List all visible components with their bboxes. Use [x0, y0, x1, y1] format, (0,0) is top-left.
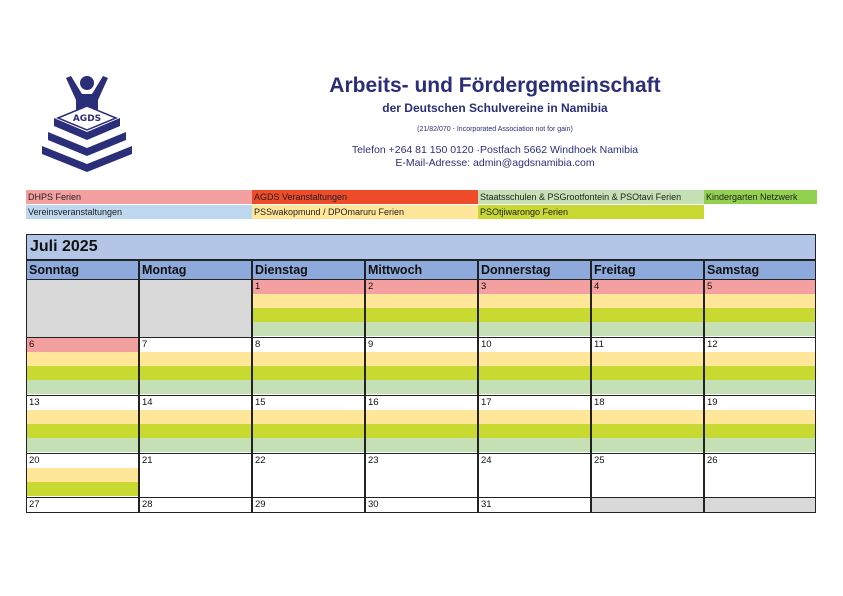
- agds-logo: [40, 74, 134, 174]
- day-cell: [478, 497, 591, 513]
- day-cell: [478, 395, 591, 454]
- day-number: 17: [481, 397, 492, 408]
- holiday-band: [253, 322, 364, 336]
- day-number: 30: [368, 499, 379, 510]
- day-number: 31: [481, 499, 492, 510]
- day-number: 1: [255, 281, 261, 292]
- holiday-band: [140, 380, 251, 394]
- holiday-band: [140, 438, 251, 452]
- day-cell: [365, 497, 478, 513]
- holiday-band: [705, 410, 815, 424]
- legend-kindergarten: Kindergarten Netzwerk: [704, 190, 817, 204]
- holiday-band: [479, 352, 590, 366]
- weekday-montag: Montag: [139, 260, 252, 280]
- weekday-header-row: [26, 260, 816, 280]
- day-cell: [365, 453, 478, 498]
- holiday-band: [366, 308, 477, 322]
- holiday-band: [705, 366, 815, 380]
- day-number: 16: [368, 397, 379, 408]
- holiday-band: [479, 366, 590, 380]
- day-number: 14: [142, 397, 153, 408]
- day-number: 4: [594, 281, 600, 292]
- day-cell: [252, 453, 365, 498]
- day-cell: [139, 453, 252, 498]
- holiday-band: [140, 410, 251, 424]
- holiday-band: [140, 366, 251, 380]
- day-cell: [704, 337, 816, 396]
- org-registration: (21/82/070 - Incorporated Association not for gain): [417, 126, 573, 133]
- day-cell: [365, 395, 478, 454]
- day-number: 10: [481, 339, 492, 350]
- holiday-band: [253, 294, 364, 308]
- day-cell: [26, 497, 139, 513]
- day-cell: [365, 337, 478, 396]
- holiday-band: [253, 424, 364, 438]
- empty-day-cell: [26, 279, 139, 338]
- weekday-dienstag: Dienstag: [252, 260, 365, 280]
- holiday-band: [27, 352, 138, 366]
- holiday-band: [592, 294, 703, 308]
- holiday-band: [592, 352, 703, 366]
- day-cell: [591, 395, 704, 454]
- logo-text: AGDS: [72, 114, 102, 124]
- day-number: 5: [707, 281, 713, 292]
- holiday-band: [366, 352, 477, 366]
- day-number: 13: [29, 397, 40, 408]
- legend-staatsschulen: Staatsschulen & PSGrootfontein & PSOtavi Ferien: [478, 190, 704, 204]
- day-cell: [26, 395, 139, 454]
- holiday-band: [592, 280, 703, 294]
- day-cell: [478, 279, 591, 338]
- month-title: Juli 2025: [26, 234, 816, 260]
- holiday-band: [27, 366, 138, 380]
- holiday-band: [479, 280, 590, 294]
- holiday-band: [479, 424, 590, 438]
- holiday-band: [366, 366, 477, 380]
- day-number: 27: [29, 499, 40, 510]
- holiday-band: [705, 352, 815, 366]
- day-number: 9: [368, 339, 374, 350]
- holiday-band: [253, 308, 364, 322]
- day-number: 6: [29, 339, 35, 350]
- holiday-band: [27, 438, 138, 452]
- day-cell: [26, 337, 139, 396]
- legend: [26, 190, 818, 220]
- day-cell: [139, 497, 252, 513]
- holiday-band: [705, 308, 815, 322]
- day-number: 12: [707, 339, 718, 350]
- holiday-band: [27, 482, 138, 496]
- day-number: 2: [368, 281, 374, 292]
- day-cell: [704, 279, 816, 338]
- day-cell: [252, 395, 365, 454]
- legend-agds: AGDS Veranstaltungen: [252, 190, 478, 204]
- holiday-band: [592, 380, 703, 394]
- empty-day-cell: [591, 497, 704, 513]
- holiday-band: [479, 308, 590, 322]
- logo-figure-head: [80, 76, 94, 90]
- legend-psotjiwarongo: PSOtjiwarongo Ferien: [478, 205, 704, 219]
- day-number: 24: [481, 455, 492, 466]
- weekday-mittwoch: Mittwoch: [365, 260, 478, 280]
- day-number: 26: [707, 455, 718, 466]
- legend-psswakopmund: PSSwakopmund / DPOmaruru Ferien: [252, 205, 478, 219]
- day-cell: [704, 453, 816, 498]
- holiday-band: [479, 438, 590, 452]
- holiday-band: [705, 280, 815, 294]
- day-cell: [591, 453, 704, 498]
- weekday-samstag: Samstag: [704, 260, 816, 280]
- empty-day-cell: [139, 279, 252, 338]
- holiday-band: [479, 322, 590, 336]
- day-cell: [478, 453, 591, 498]
- holiday-band: [27, 380, 138, 394]
- holiday-band: [253, 438, 364, 452]
- day-number: 28: [142, 499, 153, 510]
- day-cell: [252, 497, 365, 513]
- day-number: 8: [255, 339, 261, 350]
- holiday-band: [27, 468, 138, 482]
- day-cell: [591, 337, 704, 396]
- day-number: 22: [255, 455, 266, 466]
- holiday-band: [479, 294, 590, 308]
- empty-day-cell: [704, 497, 816, 513]
- holiday-band: [479, 380, 590, 394]
- holiday-band: [140, 352, 251, 366]
- day-number: 21: [142, 455, 153, 466]
- weekday-donnerstag: Donnerstag: [478, 260, 591, 280]
- day-number: 15: [255, 397, 266, 408]
- weekday-sonntag: Sonntag: [26, 260, 139, 280]
- holiday-band: [705, 438, 815, 452]
- legend-verein: Vereinsveranstaltungen: [26, 205, 252, 219]
- holiday-band: [366, 322, 477, 336]
- legend-dhps: DHPS Ferien: [26, 190, 252, 204]
- day-number: 29: [255, 499, 266, 510]
- holiday-band: [366, 438, 477, 452]
- holiday-band: [253, 380, 364, 394]
- holiday-band: [592, 308, 703, 322]
- day-cell: [252, 337, 365, 396]
- day-cell: [478, 337, 591, 396]
- holiday-band: [253, 280, 364, 294]
- holiday-band: [479, 410, 590, 424]
- holiday-band: [366, 380, 477, 394]
- holiday-band: [705, 294, 815, 308]
- day-number: 19: [707, 397, 718, 408]
- day-cell: [139, 395, 252, 454]
- day-cell: [139, 337, 252, 396]
- day-cell: [704, 395, 816, 454]
- holiday-band: [366, 410, 477, 424]
- day-cell: [365, 279, 478, 338]
- day-number: 11: [594, 339, 604, 350]
- holiday-band: [253, 366, 364, 380]
- day-number: 25: [594, 455, 605, 466]
- day-number: 18: [594, 397, 605, 408]
- day-cell: [26, 453, 139, 498]
- org-subtitle: der Deutschen Schulvereine in Namibia: [382, 101, 608, 115]
- holiday-band: [140, 424, 251, 438]
- holiday-band: [592, 322, 703, 336]
- day-number: 3: [481, 281, 487, 292]
- holiday-band: [592, 410, 703, 424]
- holiday-band: [366, 280, 477, 294]
- weekday-freitag: Freitag: [591, 260, 704, 280]
- day-number: 20: [29, 455, 40, 466]
- holiday-band: [592, 424, 703, 438]
- holiday-band: [592, 366, 703, 380]
- holiday-band: [705, 322, 815, 336]
- day-cell: [252, 279, 365, 338]
- holiday-band: [253, 410, 364, 424]
- holiday-band: [592, 438, 703, 452]
- day-number: 7: [142, 339, 148, 350]
- holiday-band: [27, 424, 138, 438]
- holiday-band: [705, 380, 815, 394]
- day-cell: [591, 279, 704, 338]
- holiday-band: [366, 294, 477, 308]
- holiday-band: [253, 352, 364, 366]
- holiday-band: [705, 424, 815, 438]
- holiday-band: [27, 338, 138, 352]
- holiday-band: [366, 424, 477, 438]
- day-number: 23: [368, 455, 379, 466]
- org-email: E-Mail-Adresse: admin@agdsnamibia.com: [395, 157, 595, 169]
- org-title: Arbeits- und Fördergemeinschaft: [329, 74, 661, 97]
- holiday-band: [27, 410, 138, 424]
- org-contact: Telefon +264 81 150 0120 ·Postfach 5662 Windhoek Namibia: [351, 144, 639, 156]
